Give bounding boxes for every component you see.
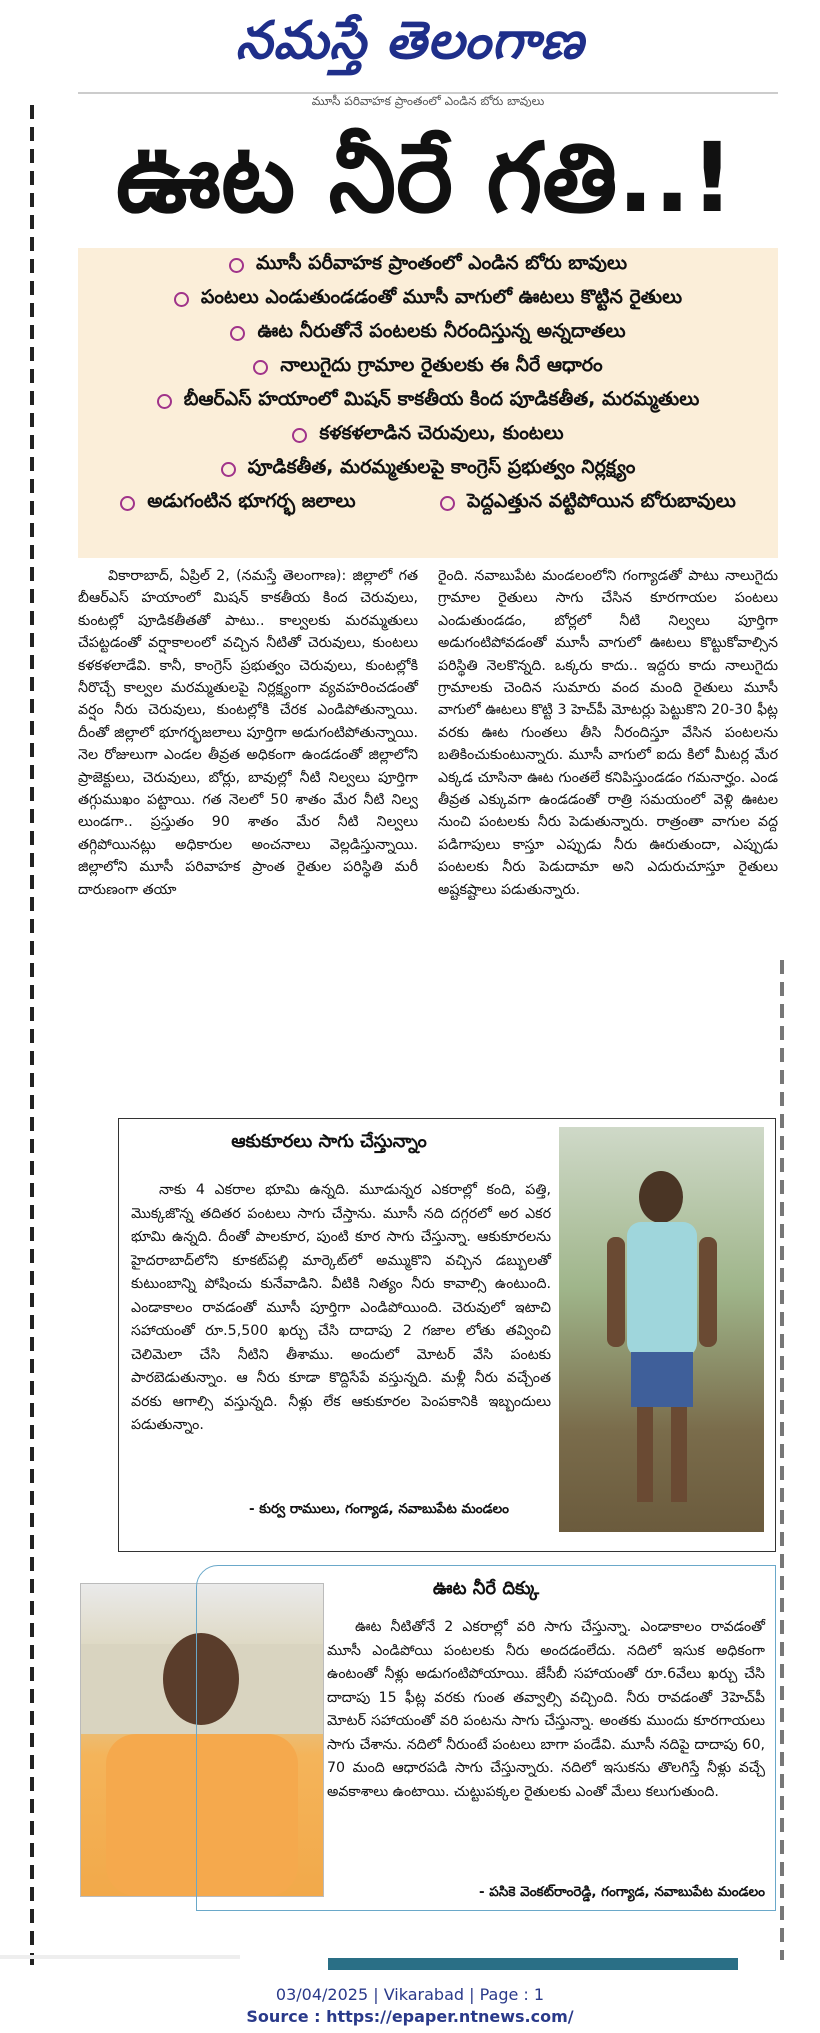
farmer-photo [559,1127,764,1532]
article-body [78,565,778,1105]
quote-credit: - కుర్వ రాములు, గంగ్యాడ, నవాబుపేట మండలం [249,1501,509,1517]
quote-title: ఆకుకూరలు సాగు చేస్తున్నాం [231,1131,427,1152]
farmer-quote-box-1 [118,1118,776,1552]
highlights-band [78,248,778,558]
bullet-icon [174,292,189,307]
masthead-logo: నమస్తే తెలంగాణ [235,10,585,71]
farmer-standing-illustration [559,1127,764,1532]
bullet-icon [253,360,268,375]
quote-credit: - పసికె వెంకట్‌రాంరెడ్డి, గంగ్యాడ, నవాబుపేట మండలం [478,1884,765,1900]
bullet-icon [292,428,307,443]
bullet-icon [229,258,244,273]
highlight-item: పూడికతీత, మరమ్మతులపై కాంగ్రెస్ ప్రభుత్వం నిర్లక్ష్యం [78,452,778,486]
footer-color-bar [328,1958,738,1970]
footer-source-link[interactable]: Source : https://epaper.ntnews.com/ [246,2007,574,2026]
highlight-item: కళకళలాడిన చెరువులు, కుంటలు [78,418,778,452]
bullet-icon [230,326,245,341]
quote-text: నాకు 4 ఎకరాల భూమి ఉన్నది. మూడున్నర ఎకరాల్లో కంది, పత్తి, మొక్కజొన్న తదితర పంటలు సాగు చేస్తాను. మూసీ నది దగ్గరలో అర ఎకర భూమి ఉన్నది. దీంతో పాలకూర, పుంటి కూర సాగు చేస్తున్నా. ఆకుకూరలను హైదరాబాద్‌లోని కూకట్‌పల్లి మార్కెట్‌లో అమ్ముకొని వచ్చిన డబ్బులతో కుటుంబాన్ని పోషించు కునేవాడిని. వీటికి నిత్యం నీరు కావాల్సి ఉంటుంది. ఎండాకాలం రావడంతో మూసీ పూర్తిగా ఎండిపోయింది. చెరువులో ఇటాచి సహాయంతో రూ.5,500 ఖర్చు చేసి దాదాపు 2 గజాల లోతు తవ్వించి చెలిమెలా చేసి నీటిని తీశాము. అందులో మోటర్ వేసి పంటకు పారబెడుతున్నాం. ఆ నీరు కూడా కొద్దిసేపే వస్తున్నది. మళ్లీ నీరు వచ్చేంత వరకు ఆగాల్సి వస్తున్నది. నీళ్లు లేక ఆకుకూరల పెంపకానికి ఇబ్బందులు పడుతున్నాం. [131,1182,551,1433]
quote-text: ఊట నీటితోనే 2 ఎకరాల్లో వరి సాగు చేస్తున్నా. ఎండాకాలం రావడంతో మూసీ ఎండిపోయి పంటలకు నీరు అందడంలేదు. నదిలో ఇసుక అధికంగా ఉంటంతో నీళ్లు అడుగంటిపోయాయి. జేసీబీ సహాయంతో రూ.6వేలు ఖర్చు చేసి దాదాపు 15 ఫీట్ల వరకు గుంత తవ్వాల్సి వచ్చింది. నీరు రావడంతో 3హెచ్‌పీ మోటర్ సహాయంతో వరి పంటను సాగు చేస్తున్నా. అంతకు ముందు కూరగాయలు సాగు చేశాను. నదిలో నీరుంటే పంటలు బాగా పండేవి. మూసీ నదిపై దాదాపు 60, 70 మంది ఆధారపడి సాగు చేస్తున్నారు. నదిలో ఇసుకను తొలగిస్తే నీళ్లు వచ్చే అవకాశాలు ఉంటాయి. చుట్టుపక్కల రైతులకు ఎంతో మేలు కలుగుతుంది. [327,1619,765,1800]
highlight-item: నాలుగైదు గ్రామాల రైతులకు ఈ నీరే ఆధారం [78,350,778,384]
bullet-icon [120,496,135,511]
highlight-item-split: అడుగంటిన భూగర్భ జలాలు పెద్దఎత్తున వట్టిపోయిన బోరుబావులు [78,486,778,520]
scan-edge-marks-right [780,960,784,1960]
highlight-item: పంటలు ఎండుతుండడంతో మూసీ వాగులో ఊటలు కొట్టిన రైతులు [78,282,778,316]
bullet-icon [157,394,172,409]
highlight-item: బీఆర్ఎస్ హయాంలో మిషన్ కాకతీయ కింద పూడికతీత, మరమ్మతులు [78,384,778,418]
footer-edition-info: 03/04/2025 | Vikarabad | Page : 1 [275,1985,545,2004]
footer-rule [0,1955,240,1959]
highlight-item: ఊట నీరుతోనే పంటలకు నీరందిస్తున్న అన్నదాతలు [78,316,778,350]
farmer-quote-box-2 [196,1565,776,1911]
highlight-item: మూసీ పరీవాహక ప్రాంతంలో ఎండిన బోరు బావులు [78,248,778,282]
bullet-icon [221,462,236,477]
quote-title: ఊట నీరే దిక్కు [432,1578,540,1599]
bullet-icon [440,496,455,511]
headline: ఊట నీరే గతి..! [115,122,735,234]
scan-edge-marks [30,105,34,1965]
article-column-right: రైంది. నవాబుపేట మండలంలోని గంగ్యాడతో పాటు నాలుగైదు గ్రామాల రైతులు సాగు చేసిన కూరగాయల పంటలు ఎండుతుండడం, బోర్లలో నీటి నిల్వలు పూర్తిగా అడుగంటిపోవడంతో మూసీ వాగులో ఊటలు కొట్టుకోవాల్సిన పరిస్థితి నెలకొన్నది. ఒక్కరు కాదు.. ఇద్దరు కాదు నాలుగైదు గ్రామాలకు చెందిన సుమారు వంద మంది రైతులు మూసీ వాగులో ఊటలు కొట్టి 3 హెచ్‌పీ మోటర్లు పెట్టుకొని 20-30 ఫీట్ల వరకు ఊట గుంతలు తీసి నీరందిస్తూ వేసిన పంటలను బతికించుకుంటున్నారు. మూసీ వాగులో ఐదు కిలో మీటర్ల మేర ఎక్కడ చూసినా ఊట గుంతలే కనిపిస్తుండడం గమనార్హం. ఎండ తీవ్రత ఎక్కువగా ఉండడంతో రాత్రి సమయంలో వెళ్లి ఊటల నుంచి పంటలకు నీరు పెడుతున్నారు. రాత్రంతా వాగుల వద్ద పడిగాపులు కాస్తూ ఎప్పుడు నీరు ఊరుతుందా, ఎప్పుడు పంటలకు నీరు పెడుదామా అని ఎదురుచూస్తూ రైతులు అష్టకష్టాలు పడుతున్నారు. [438,568,779,898]
article-column-left: వికారాబాద్, ఏప్రిల్ 2, (నమస్తే తెలంగాణ): జిల్లాలో గత బీఆర్ఎస్ హయాంలో మిషన్ కాకతీయ కింద చెరువులు, కుంటల్లో పూడికతీతతో పాటు.. కాల్వలకు మరమ్మతులు చేపట్టడంతో వర్షాకాలంలో వచ్చిన నీటితో చెరువులు, కుంటలు కళకళలాడేవి. కానీ, కాంగ్రెస్ ప్రభుత్వం చెరువులు, కుంటల్లోకి నీరొచ్చే కాల్వల మరమ్మతులపై నిర్లక్ష్యంగా వ్యవహరించడంతో వర్షం నీరు చెరువులు, కుంటల్లోకి చేరక ఎండిపోతున్నాయి. దీంతో జిల్లాలో భూగర్భజలాలు పూర్తిగా అడుగంటిపోతున్నాయి. నెల రోజులుగా ఎండల తీవ్రత అధికంగా ఉండడంతో జిల్లాలోని ప్రాజెక్టులు, చెరువులు, బోర్లు, బావుల్లో నీటి నిల్వలు పూర్తిగా తగ్గుముఖం పట్టాయి. గత నెలలో 50 శాతం మేర నీటి నిల్వ లుండగా.. ప్రస్తుతం 90 శాతం మేర నీటి నిల్వలు తగ్గిపోయినట్లు అధికారుల అంచనాలు వెల్లడిస్తున్నాయి. జిల్లాలోని మూసీ పరివాహక ప్రాంత రైతుల పరిస్థితి మరీ దారుణంగా తయా [78,568,418,898]
kicker: మూసీ పరివాహక ప్రాంతంలో ఎండిన బోరు బావులు [78,92,778,112]
